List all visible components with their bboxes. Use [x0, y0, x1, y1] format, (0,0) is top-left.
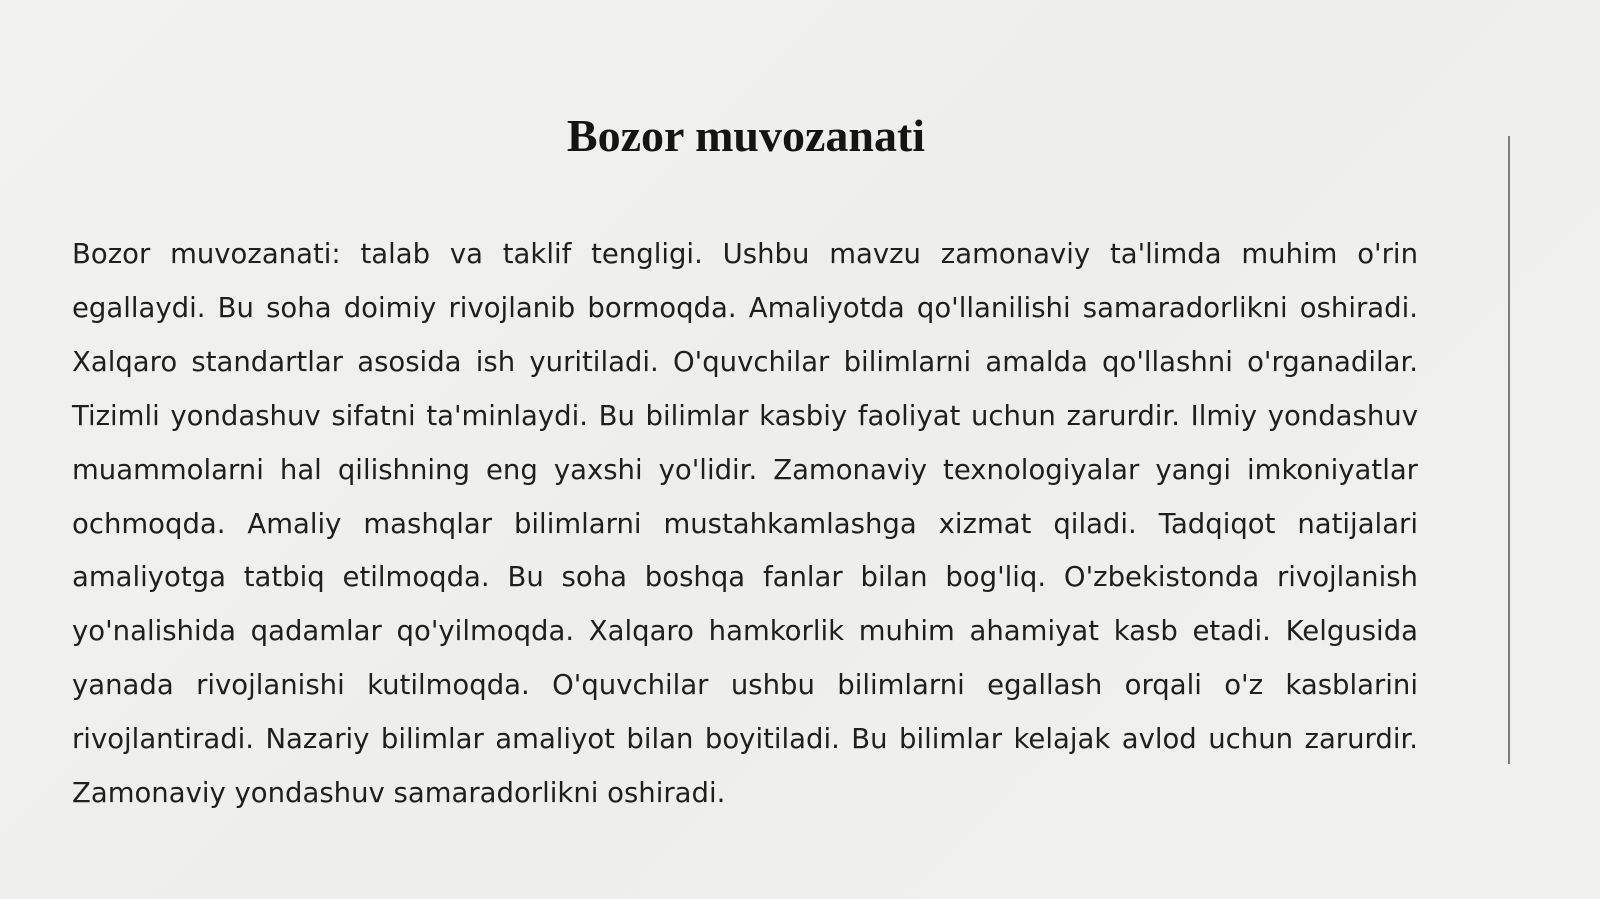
vertical-divider: [1508, 136, 1510, 764]
slide-body-text: Bozor muvozanati: talab va taklif tengligi. Ushbu mavzu zamonaviy ta'limda muhim o'rin egallaydi. Bu soha doimiy rivojlanib bormoqda. Amaliyotda qo'llanilishi samaradorlikni oshiradi. Xalqaro standartlar asosida ish yuritiladi. O'quvchilar bilimlarni amalda qo'llashni o'rganadilar. Tizimli yondashuv sifatni ta'minlaydi. Bu bilimlar kasbiy faoliyat uchun zarurdir. Ilmiy yondashuv muammolarni hal qilishning eng yaxshi yo'lidir. Zamonaviy texnologiyalar yangi imkoniyatlar ochmoqda. Amaliy mashqlar bilimlarni mustahkamlashga xizmat qiladi. Tadqiqot natijalari amaliyotga tatbiq etilmoqda. Bu soha boshqa fanlar bilan bog'liq. O'zbekistonda rivojlanish yo'nalishida qadamlar qo'yilmoqda. Xalqaro hamkorlik muhim ahamiyat kasb etadi. Kelgusida yanada rivojlanishi kutilmoqda. O'quvchilar ushbu bilimlarni egallash orqali o'z kasblarini rivojlantiradi. Nazariy bilimlar amaliyot bilan boyitiladi. Bu bilimlar kelajak avlod uchun zarurdir. Zamonaviy yondashuv samaradorlikni oshiradi.: [72, 238, 1418, 810]
slide-title: Bozor muvozanati: [566, 110, 926, 161]
